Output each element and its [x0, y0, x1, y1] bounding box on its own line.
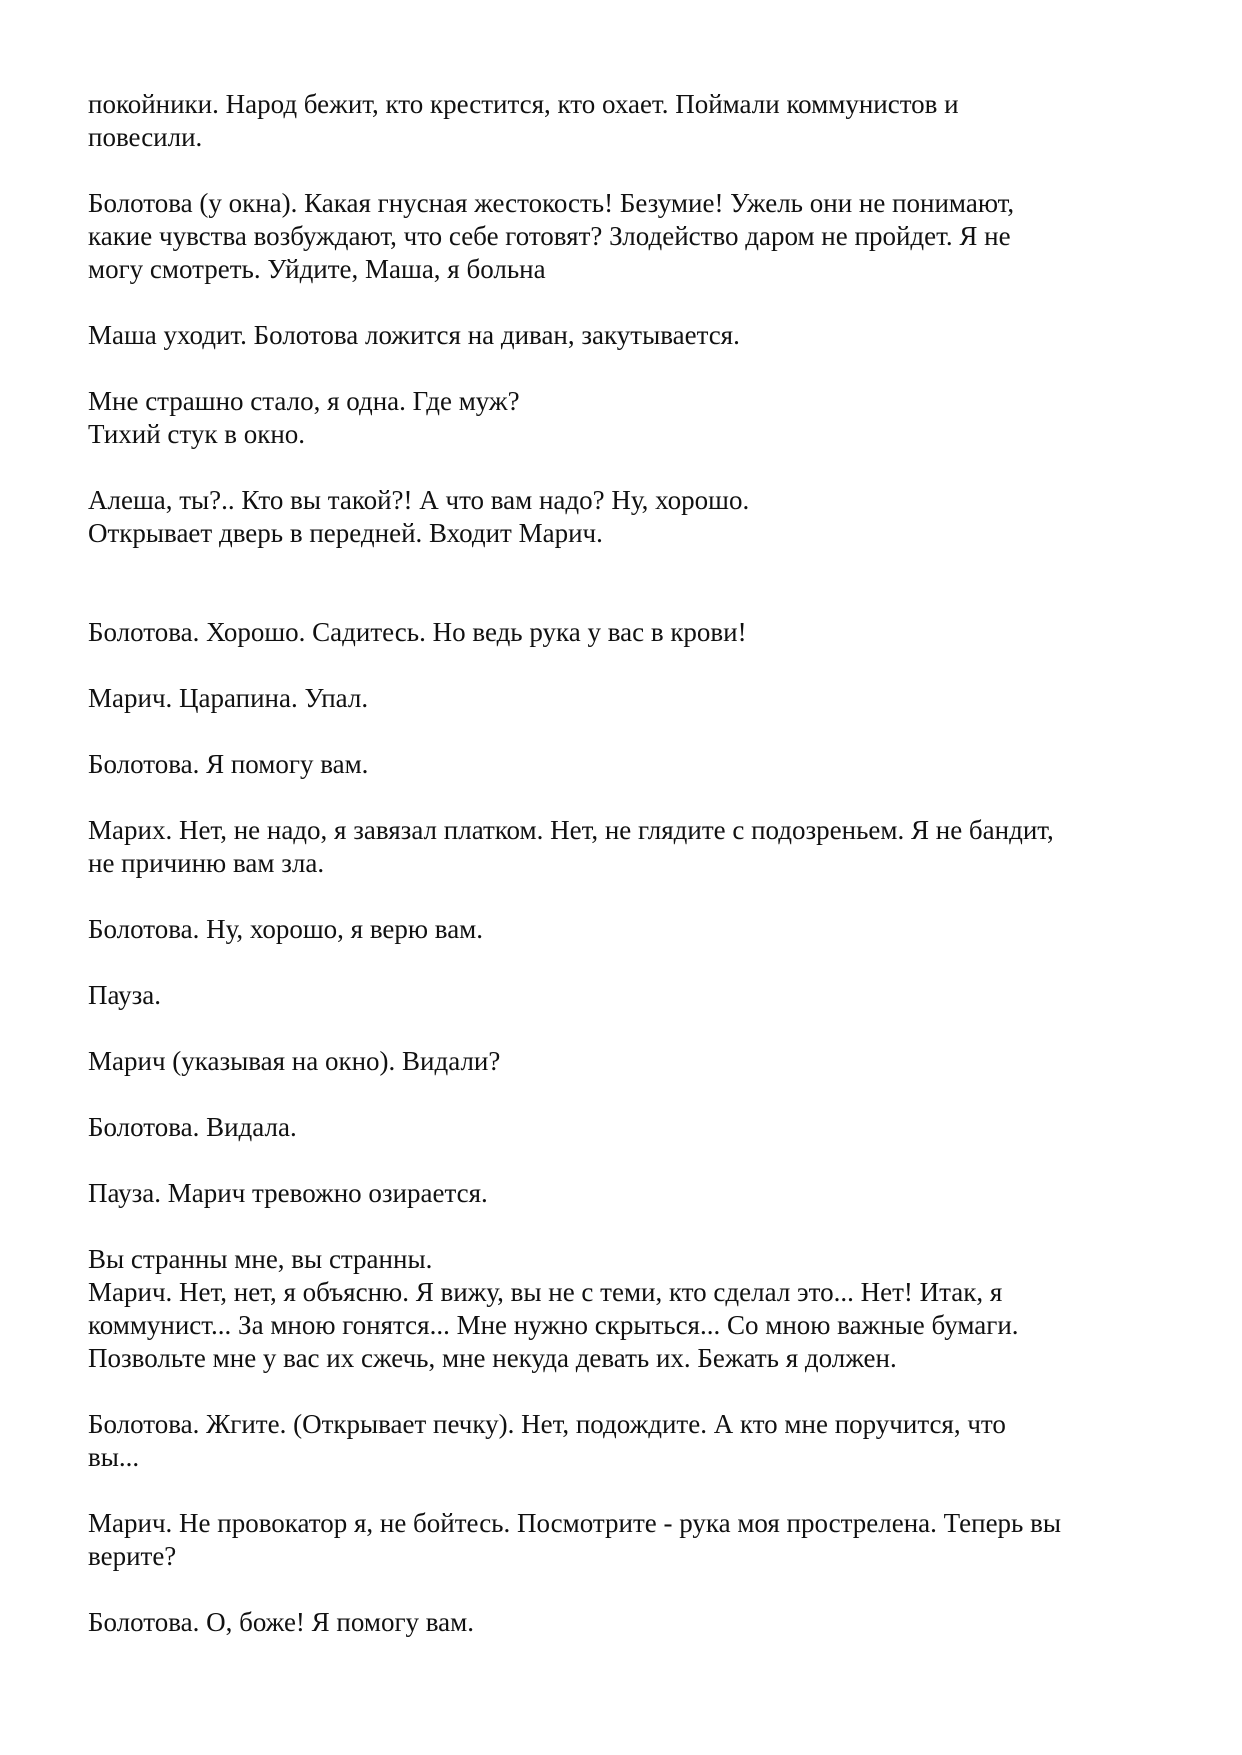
text-line: покойники. Народ бежит, кто крестится, кто охает. Поймали коммунистов и: [88, 89, 959, 119]
text-line: Болотова. Ну, хорошо, я верю вам.: [88, 914, 484, 944]
text-line: Алеша, ты?.. Кто вы такой?! А что вам надо? Ну, хорошо.: [88, 485, 750, 515]
text-line: Тихий стук в окно.: [88, 419, 306, 449]
text-line: Маша уходит. Болотова ложится на диван, закутывается.: [88, 320, 740, 350]
text-line: Болотова. Видала.: [88, 1112, 297, 1142]
text-line: Болотова. Жгите. (Открывает печку). Нет, подождите. А кто мне поручится, что: [88, 1409, 1006, 1439]
text-line: повесили.: [88, 122, 203, 152]
text-line: не причиню вам зла.: [88, 848, 325, 878]
text-line: Марич. Нет, нет, я объясню. Я вижу, вы не с теми, кто сделал это... Нет! Итак, я: [88, 1277, 1003, 1307]
text-line: Пауза.: [88, 980, 162, 1010]
text-line: Болотова (у окна). Какая гнусная жестокость! Безумие! Ужель они не понимают,: [88, 188, 1015, 218]
text-line: Позвольте мне у вас их сжечь, мне некуда девать их. Бежать я должен.: [88, 1343, 897, 1373]
text-line: Марич. Не провокатор я, не бойтесь. Посмотрите - рука моя прострелена. Теперь вы: [88, 1508, 1062, 1538]
text-line: Пауза. Марич тревожно озирается.: [88, 1178, 488, 1208]
text-line: коммунист... За мною гонятся... Мне нужно скрыться... Со мною важные бумаги.: [88, 1310, 1019, 1340]
text-line: Вы странны мне, вы странны.: [88, 1244, 433, 1274]
text-line: Марих. Нет, не надо, я завязал платком. Нет, не глядите с подозреньем. Я не бандит,: [88, 815, 1054, 845]
text-line: какие чувства возбуждают, что себе готовят? Злодейство даром не пройдет. Я не: [88, 221, 1011, 251]
text-line: Болотова. Хорошо. Садитесь. Но ведь рука у вас в крови!: [88, 617, 747, 647]
text-line: вы...: [88, 1442, 140, 1472]
text-line: Марич. Царапина. Упал.: [88, 683, 369, 713]
text-line: Марич (указывая на окно). Видали?: [88, 1046, 501, 1076]
text-line: верите?: [88, 1541, 177, 1571]
text-line: Болотова. О, боже! Я помогу вам.: [88, 1607, 474, 1637]
text-line: Открывает дверь в передней. Входит Марич.: [88, 518, 603, 548]
text-line: могу смотреть. Уйдите, Маша, я больна: [88, 254, 546, 284]
text-line: Мне страшно стало, я одна. Где муж?: [88, 386, 520, 416]
text-line: Болотова. Я помогу вам.: [88, 749, 369, 779]
